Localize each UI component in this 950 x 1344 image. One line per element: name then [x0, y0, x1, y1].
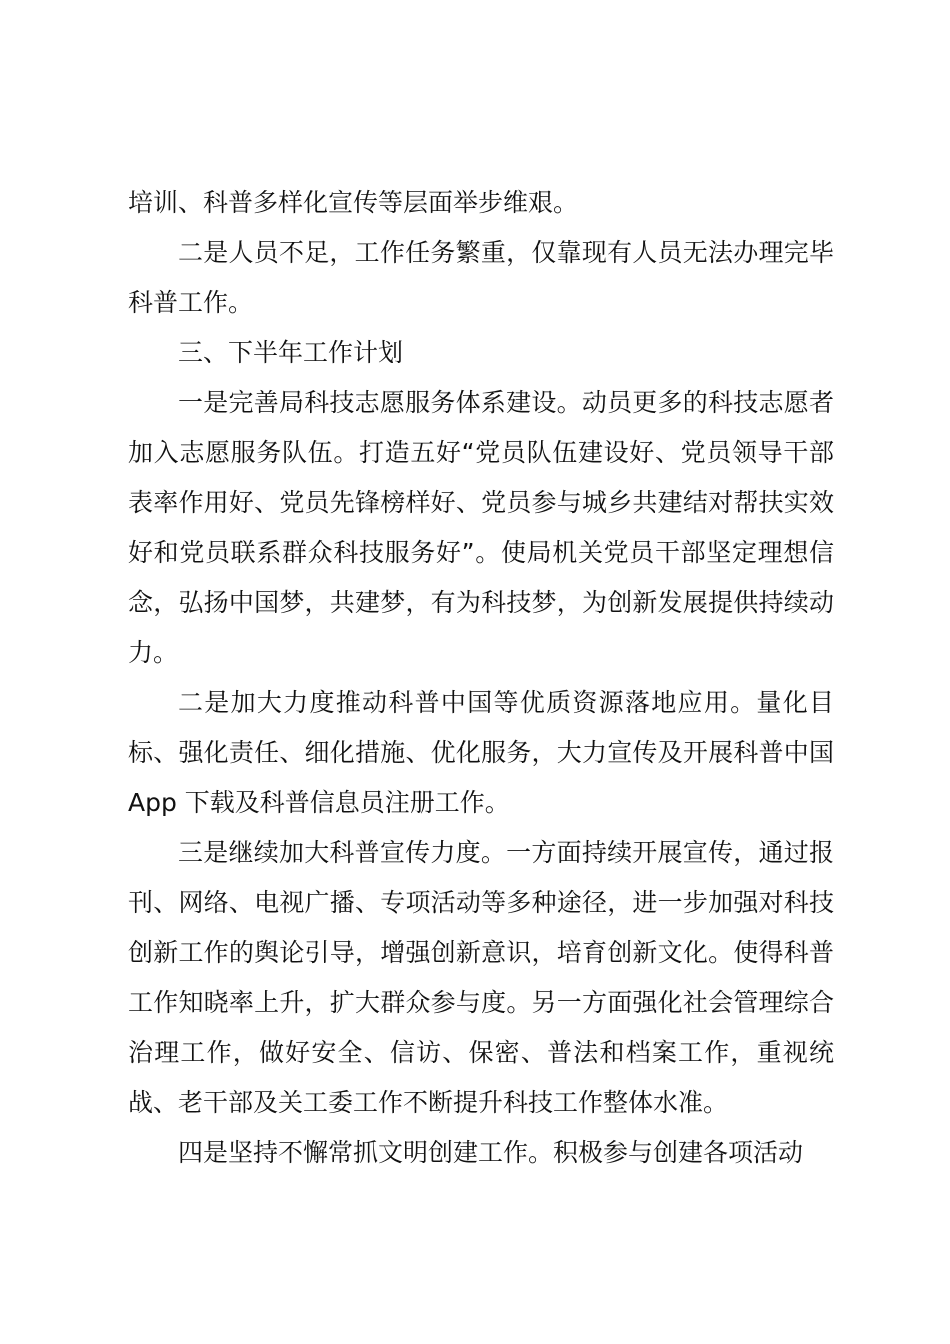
paragraph-civilization-building: 四是坚持不懈常抓文明创建工作。积极参与创建各项活动: [178, 1138, 804, 1167]
paragraph-volunteer-system: 一是完善局科技志愿服务体系建设。动员更多的科技志愿者加入志愿服务队伍。打造五好“党员队伍建设好、党员领导干部表率作用好、党员先锋榜样好、党员参与城乡共建结对帮扶实效好和党员联系群众科技服务好”。使局机关党员干部坚定理想信念，弘扬中国梦，共建梦，有为科技梦，为创新发展提供持续动力。: [128, 388, 834, 667]
paragraph-publicity: 三是继续加大科普宣传力度。一方面持续开展宣传，通过报刊、网络、电视广播、专项活动等多种途径，进一步加强对科技创新工作的舆论引导，增强创新意识，培育创新文化。使得科普工作知晓率上升，扩大群众参与度。另一方面强化社会管理综合治理工作，做好安全、信访、保密、普法和档案工作，重视统战、老干部及关工委工作不断提升科技工作整体水准。: [128, 838, 834, 1117]
paragraph-staff-shortage: 二是人员不足，工作任务繁重，仅靠现有人员无法办理完毕科普工作。: [128, 238, 834, 317]
section-heading-work-plan: 三、下半年工作计划: [178, 338, 404, 367]
paragraph-resource-application: 二是加大力度推动科普中国等优质资源落地应用。量化目标、强化责任、细化措施、优化服务，大力宣传及开展科普中国 App 下载及科普信息员注册工作。: [128, 688, 834, 817]
paragraph-continuation: 培训、科普多样化宣传等层面举步维艰。: [128, 188, 579, 217]
document-body: [128, 178, 834, 1178]
